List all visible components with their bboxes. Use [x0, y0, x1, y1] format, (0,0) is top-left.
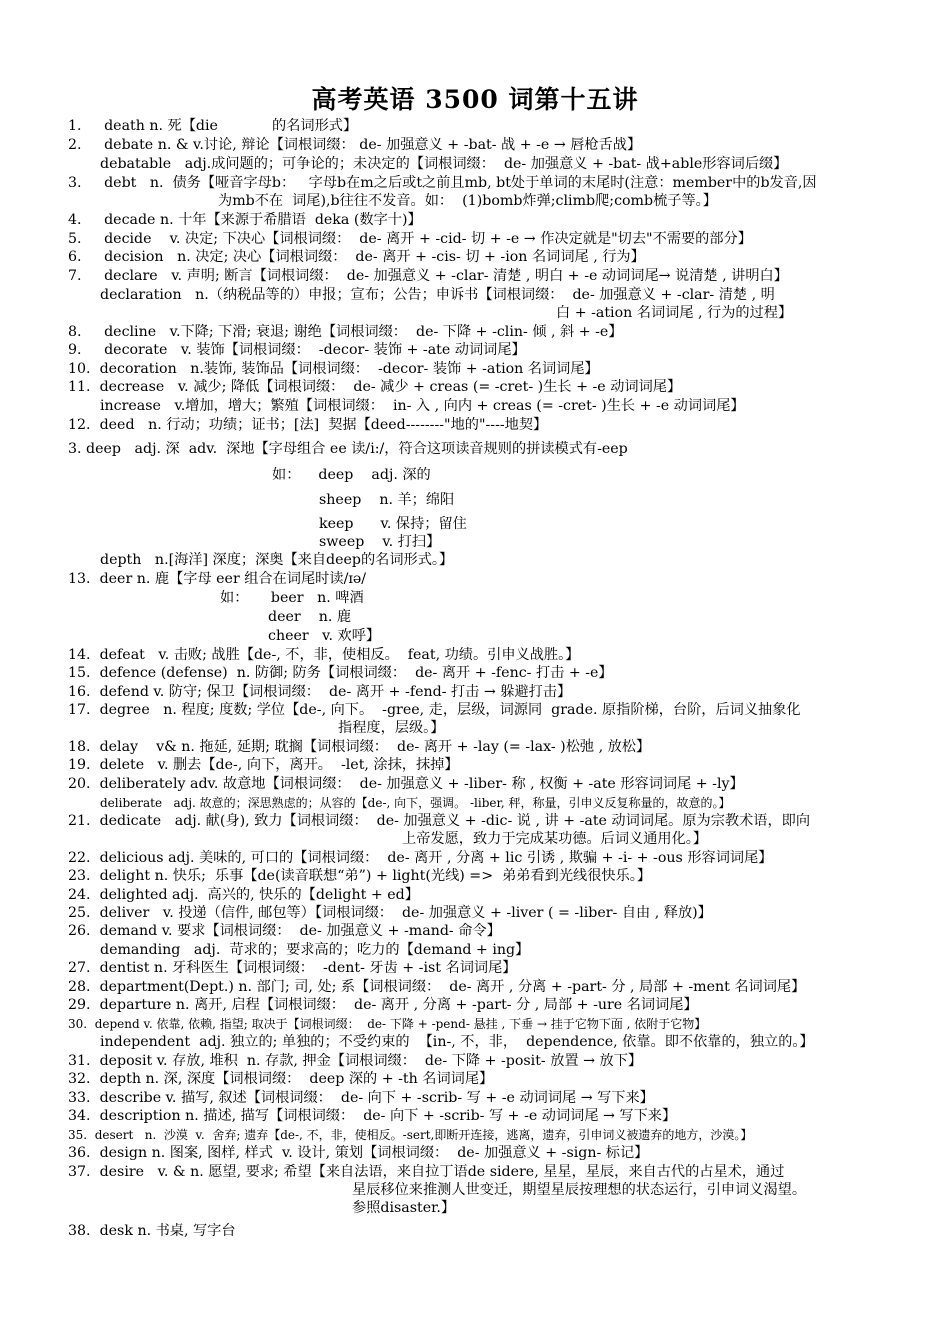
entry-line: 8. decline v.下降; 下滑; 衰退; 谢绝【词根词缀： de- 下降 + -clin- 倾 , 斜 + -e】	[68, 324, 623, 340]
entry-line: 18. delay v& n. 拖延, 延期; 耽搁【词根词缀： de- 离开 + -lay (= -lax- )松弛 , 放松】	[68, 739, 651, 755]
entry-line: 白 + -ation 名词词尾 , 行为的过程】	[556, 305, 793, 321]
entry-line: 37. desire v. & n. 愿望, 要求; 希望【来自法语，来自拉丁语de sidere, 星星，星辰，来自古代的占星术，通过	[68, 1164, 785, 1180]
entry-line: 28. department(Dept.) n. 部门; 司, 处; 系【词根词缀： de- 离开 , 分离 + -part- 分 , 局部 + -ment 名词词尾】	[68, 979, 806, 995]
entry-line: 7. declare v. 声明; 断言【词根词缀： de- 加强意义 + -clar- 清楚 , 明白 + -e 动词词尾→ 说清楚 , 讲明白】	[68, 268, 788, 284]
entry-line: 16. defend v. 防守; 保卫【词根词缀： de- 离开 + -fend- 打击 → 躲避打击】	[68, 684, 572, 700]
entry-line: 上帝发愿，致力于完成某功德。后词义通用化。】	[402, 831, 708, 847]
entry-line: deliberate adj. 故意的；深思熟虑的；从容的【de-, 向下，强调。 -liber, 秤，称量，引申义反复称量的，故意的。】	[100, 796, 731, 810]
page-title: 高考英语 3500 词第十五讲	[311, 85, 639, 114]
entry-line: 24. delighted adj. 高兴的, 快乐的【delight + ed】	[68, 887, 419, 903]
entry-line: 23. delight n. 快乐; 乐事【de(读音联想“弟”) + light(光线) => 弟弟看到光线很快乐。】	[68, 868, 652, 884]
entry-line: 15. defence (defense) n. 防御; 防务【词根词缀： de- 离开 + -fenc- 打击 + -e】	[68, 665, 613, 681]
entry-line: 10. decoration n.装饰, 装饰品【词根词缀： -decor- 装饰 + -ation 名词词尾】	[68, 361, 599, 377]
entry-line: 3. deep adj. 深 adv. 深地【字母组合 ee 读/i:/，符合这项读音规则的拼读模式有-eep	[68, 441, 628, 457]
entry-line: 26. demand v. 要求【词根词缀： de- 加强意义 + -mand- 命令】	[68, 923, 501, 939]
entry-line: independent adj. 独立的; 单独的；不受约束的 【in-, 不，非， dependence, 依靠。即不依靠的，独立的。】	[100, 1034, 814, 1050]
entry-line: increase v.增加，增大；繁殖【词根词缀： in- 入 , 向内 + creas (= -cret- )生长 + -e 动词词尾】	[100, 398, 745, 414]
entry-line: 13. deer n. 鹿【字母 eer 组合在词尾时读/ɪə/	[68, 571, 367, 587]
entry-line: 34. description n. 描述, 描写【词根词缀： de- 向下 + -scrib- 写 + -e 动词词尾 → 写下来】	[68, 1108, 677, 1124]
entry-line: 9. decorate v. 装饰【词根词缀： -decor- 装饰 + -ate 动词词尾】	[68, 342, 526, 358]
entry-line: sweep v. 打扫】	[319, 534, 441, 550]
entry-line: depth n.[海洋] 深度；深奥【来自deep的名词形式。】	[100, 552, 454, 568]
entry-line: 参照disaster.】	[352, 1200, 456, 1216]
entry-line: sheep n. 羊；绵阳	[319, 492, 455, 508]
entry-line: 17. degree n. 程度; 度数; 学位【de-, 向下。 -gree, 走，层级，词源同 grade. 原指阶梯，台阶，后词义抽象化	[68, 702, 801, 718]
entry-line: 6. decision n. 决定; 决心【词根词缀： de- 离开 + -cis- 切 + -ion 名词词尾 , 行为】	[68, 249, 645, 265]
entry-line: keep v. 保持；留住	[319, 516, 467, 532]
entry-line: 35. desert n. 沙漠 v. 舍弃; 遗弃【de-, 不，非，使相反。-sert,即断开连接，逃离，遗弃，引申词义被遗弃的地方，沙漠。】	[68, 1128, 753, 1142]
entry-line: 38. desk n. 书桌, 写字台	[68, 1223, 236, 1239]
entry-line: 11. decrease v. 减少; 降低【词根词缀： de- 减少 + creas (= -cret- )生长 + -e 动词词尾】	[68, 379, 682, 395]
entry-line: 1. death n. 死【die 的名词形式】	[68, 118, 358, 134]
entry-line: 为mb不在 词尾),b往往不发音。如： (1)bomb炸弹;climb爬;comb梳子等。】	[218, 193, 717, 209]
entry-line: 27. dentist n. 牙科医生【词根词缀： -dent- 牙齿 + -ist 名词词尾】	[68, 960, 517, 976]
entry-line: 29. departure n. 离开, 启程【词根词缀： de- 离开 , 分离 + -part- 分 , 局部 + -ure 名词词尾】	[68, 997, 698, 1013]
entry-line: 如： beer n. 啤酒	[220, 590, 364, 606]
entry-line: cheer v. 欢呼】	[268, 628, 381, 644]
entry-line: 32. depth n. 深, 深度【词根词缀： deep 深的 + -th 名词词尾】	[68, 1071, 494, 1087]
entry-line: 12. deed n. 行动；功绩；证书；[法] 契据【deed--------"地的"----地契】	[68, 417, 548, 433]
entry-line: 14. defeat v. 击败; 战胜【de-, 不，非，使相反。 feat, 功绩。引申义战胜。】	[68, 647, 580, 663]
entry-line: 21. dedicate adj. 献(身), 致力【词根词缀： de- 加强意义 + -dic- 说 , 讲 + -ate 动词词尾。原为宗教术语，即向	[68, 813, 811, 829]
entry-line: 3. debt n. 债务【哑音字母b： 字母b在m之后或t之前且mb, bt处于单词的末尾时(注意：member中的b发音,因	[68, 175, 817, 191]
entry-line: 5. decide v. 决定; 下决心【词根词缀： de- 离开 + -cid- 切 + -e → 作决定就是"切去"不需要的部分】	[68, 231, 752, 247]
entry-line: 如： deep adj. 深的	[272, 467, 431, 483]
entry-line: 22. delicious adj. 美味的, 可口的【词根词缀： de- 离开 , 分离 + lic 引诱 , 欺骗 + -i- + -ous 形容词词尾】	[68, 850, 773, 866]
entry-line: deer n. 鹿	[268, 609, 352, 625]
entry-line: demanding adj. 苛求的；要求高的；吃力的【demand + ing】	[100, 942, 530, 958]
entry-line: 4. decade n. 十年【来源于希腊语 deka (数字十)】	[68, 212, 422, 228]
entry-line: 星辰移位来推测人世变迁，期望星辰按理想的状态运行，引申词义渴望。	[352, 1182, 807, 1198]
entry-line: 33. describe v. 描写, 叙述【词根词缀： de- 向下 + -scrib- 写 + -e 动词词尾 → 写下来】	[68, 1090, 654, 1106]
entry-line: 30. depend v. 依靠, 依赖, 指望; 取决于【词根词缀： de- 下降 + -pend- 悬挂 , 下垂 → 挂于它物下面 , 依附于它物】	[68, 1017, 707, 1031]
entry-line: declaration n.（纳税品等的）申报；宣布；公告；申诉书【词根词缀： de- 加强意义 + -clar- 清楚 , 明	[100, 287, 775, 303]
entry-line: 31. deposit v. 存放, 堆积 n. 存款, 押金【词根词缀： de- 下降 + -posit- 放置 → 放下】	[68, 1053, 643, 1069]
entry-line: 19. delete v. 删去【de-, 向下，离开。 -let, 涂抹，抹掉】	[68, 757, 459, 773]
entry-line: debatable adj.成问题的；可争论的；未决定的【词根词缀： de- 加强意义 + -bat- 战+able形容词后缀】	[100, 156, 788, 172]
entry-line: 25. deliver v. 投递（信件, 邮包等）【词根词缀： de- 加强意义 + -liver ( = -liber- 自由 , 释放)】	[68, 905, 712, 921]
entry-line: 2. debate n. & v.讨论, 辩论【词根词缀： de- 加强意义 + -bat- 战 + -e → 唇枪舌战】	[68, 137, 642, 153]
entry-line: 36. design n. 图案, 图样, 样式 v. 设计, 策划【词根词缀： de- 加强意义 + -sign- 标记】	[68, 1145, 649, 1161]
entry-line: 20. deliberately adv. 故意地【词根词缀： de- 加强意义 + -liber- 称 , 权衡 + -ate 形容词词尾 + -ly】	[68, 776, 744, 792]
entry-line: 指程度，层级。】	[338, 720, 445, 736]
